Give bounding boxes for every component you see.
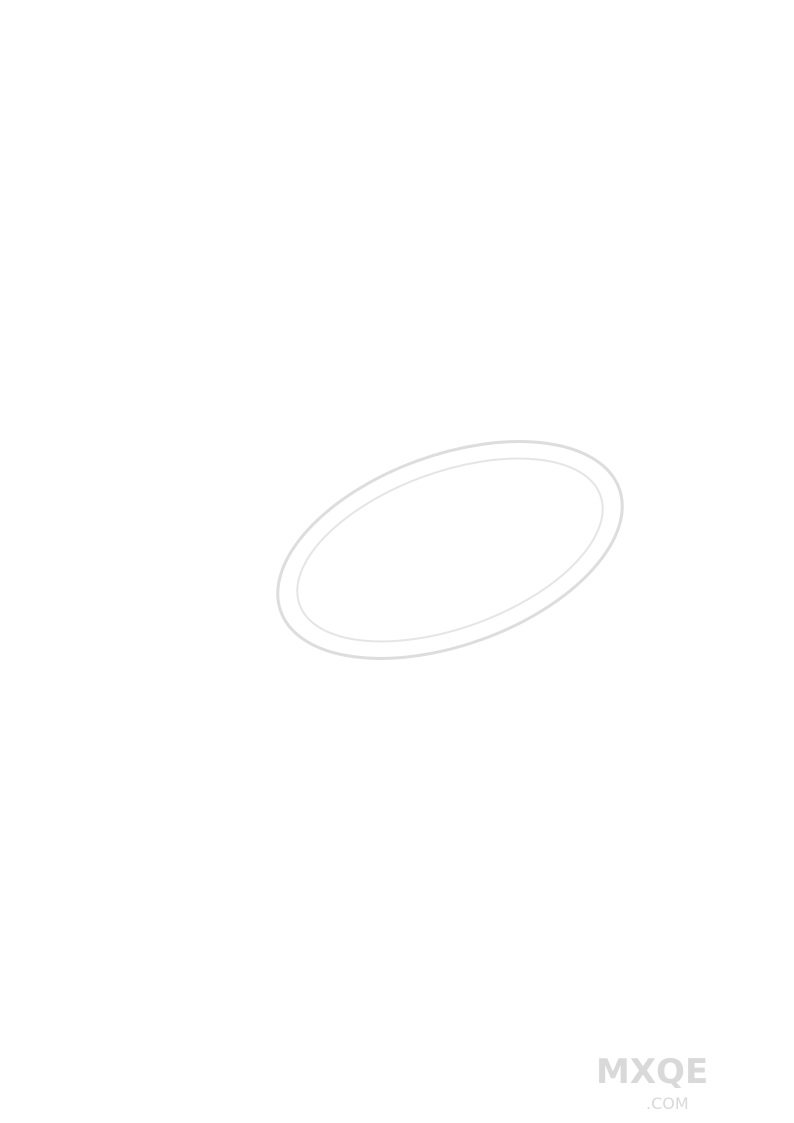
svg-text:MXQE: MXQE bbox=[596, 1052, 709, 1092]
watermark-stamp-icon bbox=[250, 420, 650, 680]
svg-text:.COM: .COM bbox=[646, 1094, 689, 1113]
site-logo-icon bbox=[586, 1045, 776, 1115]
exam-page bbox=[138, 34, 666, 44]
